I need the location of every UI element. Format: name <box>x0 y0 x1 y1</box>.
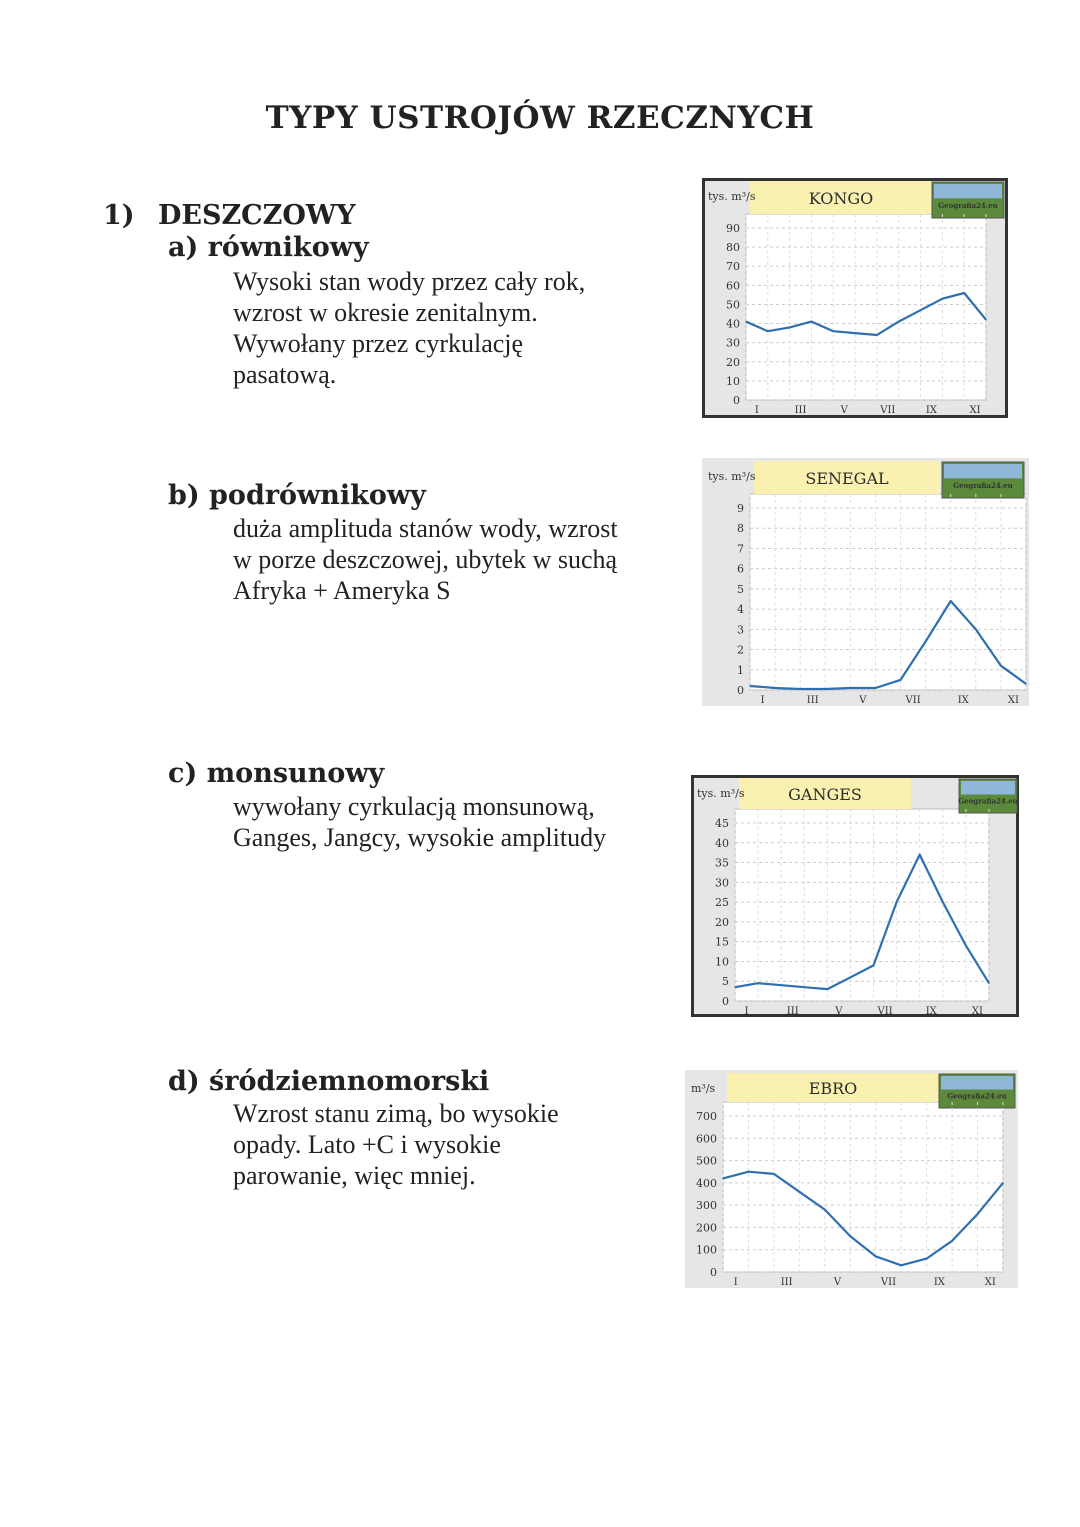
y-tick-label: 25 <box>715 896 729 910</box>
subsection-b-text <box>233 513 618 606</box>
y-tick-label: 40 <box>726 317 740 331</box>
y-tick-label: 90 <box>726 222 740 235</box>
data-point <box>799 1191 800 1192</box>
x-tick-label: V <box>833 1277 842 1288</box>
x-tick-label: VII <box>880 405 896 416</box>
y-tick-label: 100 <box>696 1243 717 1257</box>
data-point <box>824 1209 825 1210</box>
text-line: Wysoki stan wody przez cały rok, <box>233 267 586 296</box>
logo-text: Geografia24.eu <box>958 796 1018 806</box>
data-point <box>901 1265 902 1266</box>
subsection-b-heading: b) podrównikowy <box>168 480 426 511</box>
data-point <box>800 688 801 689</box>
data-point <box>942 902 943 903</box>
logo-sky <box>941 1076 1013 1090</box>
plot-area <box>746 214 986 400</box>
y-tick-label: 9 <box>737 502 744 515</box>
subsection-d-heading: d) śródziemnomorski <box>168 1066 490 1097</box>
chart-svg <box>685 1070 1018 1288</box>
y-tick-label: 30 <box>715 876 729 890</box>
data-point <box>988 983 989 984</box>
data-point <box>900 679 901 680</box>
y-tick-label: 10 <box>726 374 740 388</box>
data-point <box>985 319 986 320</box>
data-point <box>1025 683 1026 684</box>
x-tick-label: III <box>780 1277 793 1288</box>
y-tick-label: 600 <box>696 1132 717 1146</box>
y-tick-label: 15 <box>715 935 729 949</box>
text-line: Afryka + Ameryka S <box>233 576 451 605</box>
y-tick-label: 700 <box>696 1110 717 1123</box>
text-line: Wywołany przez cyrkulację <box>233 329 524 358</box>
y-tick-label: 0 <box>737 684 744 697</box>
data-point <box>875 687 876 688</box>
x-tick-label: I <box>754 405 759 416</box>
data-point <box>951 1240 952 1241</box>
x-tick-label: IX <box>925 1006 937 1017</box>
y-tick-label: 5 <box>737 582 744 596</box>
x-tick-label: VII <box>877 1006 893 1017</box>
text-line: w porze deszczowej, ubytek w suchą <box>233 545 618 574</box>
x-tick-label: VII <box>880 1277 897 1288</box>
data-point <box>926 1258 927 1259</box>
text-line: parowanie, więc mniej. <box>233 1161 476 1190</box>
x-tick-label: V <box>859 695 867 706</box>
y-tick-label: 0 <box>733 394 740 407</box>
y-tick-label: 35 <box>715 856 729 870</box>
y-tick-label: 50 <box>726 298 740 312</box>
y-tick-label: 70 <box>726 260 740 274</box>
x-tick-label: XI <box>984 1277 996 1288</box>
x-tick-label: IX <box>925 405 937 416</box>
data-point <box>745 321 746 322</box>
data-point <box>789 327 790 328</box>
logo-text: Geografia24.eu <box>938 200 998 210</box>
logo-sky <box>944 464 1022 478</box>
data-point <box>833 331 834 332</box>
subsection-a-heading: a) równikowy <box>168 232 369 263</box>
x-tick-label: V <box>840 405 848 416</box>
chart-title: GANGES <box>788 785 862 804</box>
data-point <box>757 983 758 984</box>
data-point <box>748 1171 749 1172</box>
chart-svg <box>702 178 1008 418</box>
data-point <box>876 334 877 335</box>
y-axis-label: tys. m³/s <box>708 190 756 203</box>
subsection-a-text <box>233 266 585 390</box>
x-tick-label: VII <box>905 695 921 706</box>
logo-text: Geografia24.eu <box>947 1091 1007 1101</box>
chart-senegal <box>702 458 1029 706</box>
data-point <box>767 331 768 332</box>
y-tick-label: 6 <box>737 562 744 576</box>
data-point <box>854 333 855 334</box>
y-tick-label: 5 <box>722 975 729 989</box>
x-tick-label: III <box>806 695 819 706</box>
data-point <box>965 945 966 946</box>
chart-title: SENEGAL <box>805 469 889 488</box>
data-point <box>804 987 805 988</box>
y-tick-label: 40 <box>715 836 729 850</box>
y-tick-label: 80 <box>726 241 740 255</box>
data-point <box>875 1256 876 1257</box>
y-tick-label: 0 <box>710 1266 717 1279</box>
logo-sky <box>961 781 1015 795</box>
x-tick-label: XI <box>969 405 981 416</box>
data-point <box>811 321 812 322</box>
data-point <box>1000 665 1001 666</box>
logo-text: Geografia24.eu <box>953 480 1013 490</box>
data-point <box>827 989 828 990</box>
y-tick-label: 300 <box>696 1199 717 1213</box>
y-tick-label: 20 <box>715 915 729 929</box>
data-point <box>1002 1182 1003 1183</box>
x-tick-label: I <box>760 695 765 706</box>
data-point <box>919 854 920 855</box>
data-point <box>734 987 735 988</box>
page-title: TYPY USTROJÓW RZECZNYCH <box>265 100 815 136</box>
data-point <box>781 985 782 986</box>
data-point <box>850 977 851 978</box>
x-tick-label: I <box>744 1006 749 1017</box>
chart-svg <box>691 775 1019 1017</box>
subsection-d-text <box>233 1098 559 1191</box>
subsection-c-text <box>233 791 606 853</box>
y-tick-label: 500 <box>696 1154 717 1168</box>
data-point <box>942 298 943 299</box>
plot-area <box>750 494 1026 690</box>
data-point <box>977 1213 978 1214</box>
y-tick-label: 4 <box>737 603 744 617</box>
section-heading <box>103 200 356 231</box>
data-point <box>920 310 921 311</box>
chart-title: KONGO <box>808 189 874 208</box>
y-tick-label: 7 <box>737 542 744 556</box>
y-tick-label: 20 <box>726 355 740 369</box>
section-label: DESZCZOWY <box>157 200 356 231</box>
y-axis-label: tys. m³/s <box>697 787 745 800</box>
data-point <box>722 1178 723 1179</box>
chart-kongo <box>702 178 1008 418</box>
y-tick-label: 10 <box>715 955 729 969</box>
text-line: duża amplituda stanów wody, wzrost <box>233 514 618 543</box>
x-tick-label: V <box>835 1006 843 1017</box>
text-line: Wzrost stanu zimą, bo wysokie <box>233 1099 559 1128</box>
text-line: wywołany cyrkulacją monsunową, <box>233 792 595 821</box>
y-tick-label: 3 <box>737 623 744 637</box>
x-tick-label: XI <box>971 1006 983 1017</box>
y-axis-label: tys. m³/s <box>708 470 756 483</box>
y-tick-label: 60 <box>726 279 740 293</box>
data-point <box>774 687 775 688</box>
data-point <box>975 629 976 630</box>
data-point <box>749 685 750 686</box>
text-line: Ganges, Jangcy, wysokie amplitudy <box>233 823 607 852</box>
data-point <box>773 1173 774 1174</box>
x-tick-label: XI <box>1007 695 1019 706</box>
y-tick-label: 200 <box>696 1221 717 1235</box>
data-point <box>825 688 826 689</box>
x-tick-label: III <box>786 1006 799 1017</box>
x-tick-label: IX <box>957 695 969 706</box>
y-tick-label: 2 <box>737 643 744 657</box>
chart-svg <box>702 458 1029 706</box>
data-point <box>850 1236 851 1237</box>
chart-title: EBRO <box>808 1079 858 1098</box>
chart-ganges <box>691 775 1019 1017</box>
section-number: 1) <box>103 200 135 231</box>
data-point <box>896 902 897 903</box>
y-tick-label: 0 <box>722 995 729 1008</box>
data-point <box>850 687 851 688</box>
chart-ebro <box>685 1070 1018 1288</box>
subsection-c-heading: c) monsunowy <box>168 758 385 789</box>
x-tick-label: IX <box>933 1277 945 1288</box>
data-point <box>873 965 874 966</box>
y-tick-label: 400 <box>696 1176 717 1190</box>
y-tick-label: 30 <box>726 336 740 350</box>
data-point <box>925 641 926 642</box>
y-axis-label: m³/s <box>691 1082 716 1095</box>
logo-sky <box>934 184 1002 198</box>
y-tick-label: 45 <box>715 817 729 830</box>
text-line: pasatową. <box>233 360 337 389</box>
y-tick-label: 8 <box>737 522 744 536</box>
text-line: wzrost w okresie zenitalnym. <box>233 298 538 327</box>
data-point <box>950 600 951 601</box>
data-point <box>898 321 899 322</box>
text-line: opady. Lato +C i wysokie <box>233 1130 501 1159</box>
data-point <box>964 292 965 293</box>
x-tick-label: I <box>733 1277 738 1288</box>
y-tick-label: 1 <box>737 663 744 677</box>
x-tick-label: III <box>794 405 807 416</box>
